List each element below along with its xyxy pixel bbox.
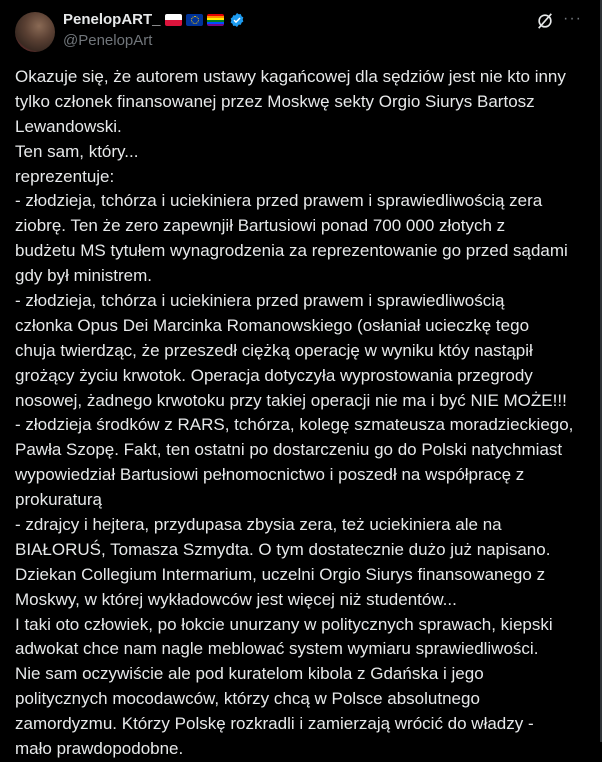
post-text-line: członka Opus Dei Marcinka Romanowskiego (osłaniał ucieczkę tego: [15, 315, 530, 335]
post-text-line: Nie sam oczywiście ale pod kuratelom kibola z Gdańska i jego: [15, 664, 484, 684]
post-text-line: Dziekan Collegium Intermarium, uczelni Orgio Siurys finansowanego z: [15, 564, 546, 584]
post-text-line: ziobrę. Ten że zero zapewnjił Bartusiowi ponad 700 000 złotych z: [15, 216, 506, 236]
more-options-button[interactable]: ···: [563, 10, 582, 27]
author-name-row: [63, 11, 245, 28]
post-text-line: politycznych mocodawców, którzy chcą w Polsce absolutnego: [15, 689, 480, 709]
flag-poland-icon: [165, 14, 182, 26]
post-text-line: - złodzieja, tchórza i uciekiniera przed prawem i sprawiedliwością: [15, 291, 505, 311]
post-text-line: Pawła Szopę. Fakt, ten ostatni po dostarczeniu go do Polski natychmiast: [15, 440, 563, 460]
flag-eu-icon: [186, 14, 203, 26]
post-text: [15, 65, 573, 762]
post-text-line: - zdrajcy i hejtera, przydupasa zbysia zera, też uciekiniera ale na: [15, 515, 502, 535]
post-text-line: mało prawdopodobne.: [15, 739, 184, 759]
post-text-line: reprezentuje:: [15, 166, 115, 186]
author-handle[interactable]: @PenelopArt: [63, 32, 153, 49]
post-text-line: nosowej, żadnego krwotoku przy takiej operacji nie ma i być NIE MOŻE!!!: [15, 390, 567, 410]
post-text-line: Lewandowski.: [15, 116, 122, 136]
post-text-line: Ten sam, który...: [15, 141, 139, 161]
display-name[interactable]: PenelopART_: [63, 11, 161, 28]
post-text-line: I taki oto człowiek, po łokcie unurzany w politycznych sprawach, kiepski: [15, 614, 553, 634]
flag-rainbow-icon: [207, 14, 224, 26]
post-text-line: Okazuje się, że autorem ustawy kagańcowej dla sędziów jest nie kto inny: [15, 67, 566, 86]
post-text-line: budżetu MS tytułem wynagrodzenia za reprezentowanie go przed sądami: [15, 241, 568, 261]
verified-badge-icon[interactable]: [229, 12, 245, 28]
grok-icon[interactable]: [536, 12, 554, 30]
post-text-line: adwokat chce nam nagle meblować system wymiaru sprawiedliwości.: [15, 639, 539, 659]
post-text-line: BIAŁORUŚ, Tomasza Szmydta. O tym dostatecznie dużo już napisano.: [15, 539, 551, 559]
post-text-line: prokuraturą: [15, 490, 102, 510]
post-text-line: - złodzieja środków z RARS, tchórza, kolegę szmateusza moradzieckiego,: [15, 415, 574, 435]
post-text-line: wypowiedział Bartusiowi pełnomocnictwo i poszedł na współpracę z: [15, 465, 525, 485]
post-text-line: chuja twierdząc, że przeszedł ciężką operację w wyniku któy nastąpił: [15, 340, 533, 360]
avatar[interactable]: [15, 12, 55, 52]
post-text-line: Moskwy, w której wykładowców jest więcej niż studentów...: [15, 589, 457, 609]
post-text-line: tylko członek finansowanej przez Moskwę sekty Orgio Siurys Bartosz: [15, 91, 535, 111]
post-text-line: gdy był ministrem.: [15, 266, 152, 286]
post-text-line: zamordyzmu. Którzy Polskę rozkradli i zamierzają wrócić do władzy -: [15, 714, 534, 734]
post-text-line: - złodzieja, tchórza i uciekiniera przed prawem i sprawiedliwością zera: [15, 191, 543, 211]
post-text-line: grożący życiu krwotok. Operacja dotyczyła wyprostowania przegrody: [15, 365, 533, 385]
